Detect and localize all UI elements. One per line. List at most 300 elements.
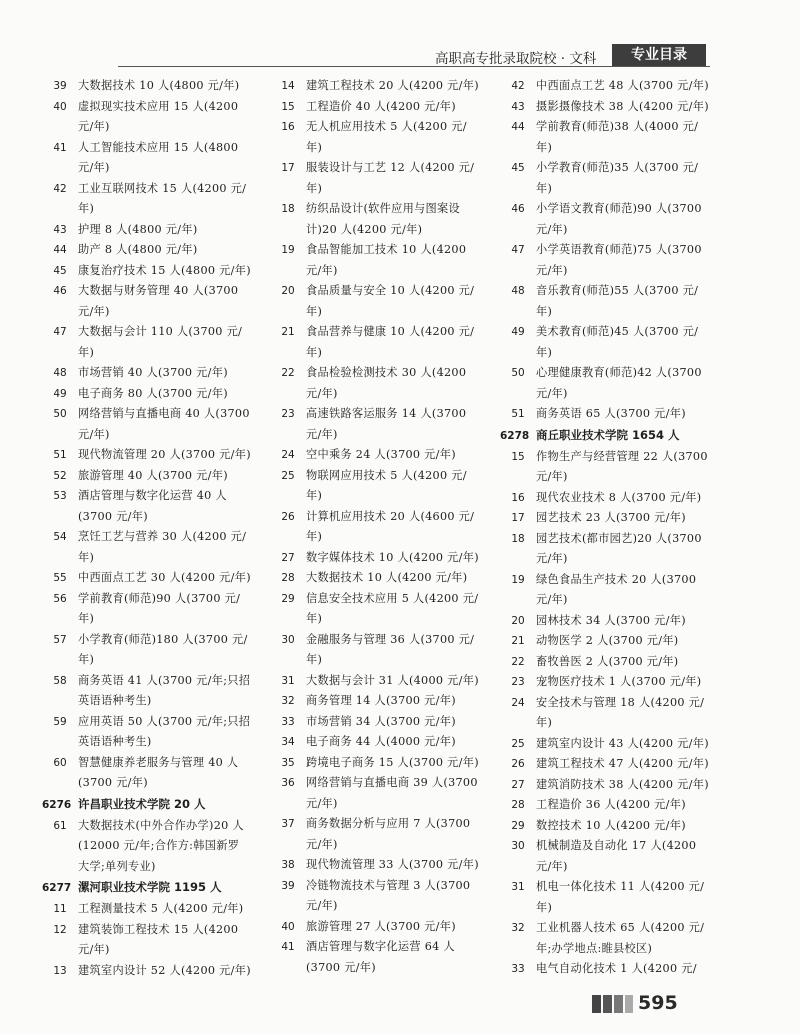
major-text-line: 商务数据分析与应用 7 人(3700 xyxy=(306,817,471,830)
major-text xyxy=(536,363,710,404)
major-text xyxy=(78,76,257,97)
major-text-line: 机电一体化技术 11 人(4200 元/ xyxy=(536,880,705,893)
major-text-line: 元/年) xyxy=(78,161,110,174)
major-text-line: 摄影摄像技术 38 人(4200 元/年) xyxy=(536,99,709,113)
major-text-line: 年) xyxy=(536,900,553,914)
major-text-line: 动物医学 2 人(3700 元/年) xyxy=(536,634,679,647)
major-number: 59 xyxy=(53,715,67,728)
major-entry xyxy=(270,671,485,692)
footer-bar-2 xyxy=(603,995,612,1013)
major-number: 25 xyxy=(511,737,525,750)
major-text-line: (12000 元/年;合作方:韩国新罗 xyxy=(78,839,240,852)
major-text xyxy=(78,589,257,630)
major-entry xyxy=(500,918,710,959)
major-text-line: 宠物医疗技术 1 人(3700 元/年) xyxy=(536,675,702,688)
major-text-line: 护理 8 人(4800 元/年) xyxy=(78,222,198,236)
major-text xyxy=(78,671,257,712)
major-text-line: 大数据技术 10 人(4200 元/年) xyxy=(306,571,468,584)
major-number: 42 xyxy=(511,80,525,92)
major-entry xyxy=(270,97,485,118)
major-entry xyxy=(270,732,485,753)
major-number: 57 xyxy=(53,633,67,646)
major-number: 46 xyxy=(53,285,67,297)
major-entry xyxy=(42,486,257,527)
major-number: 26 xyxy=(511,758,525,770)
major-number: 15 xyxy=(511,450,525,463)
major-number: 20 xyxy=(511,614,525,627)
major-text xyxy=(536,775,710,796)
major-number: 33 xyxy=(511,963,525,975)
major-number: 27 xyxy=(281,551,295,564)
major-text xyxy=(306,917,485,938)
major-number: 45 xyxy=(53,264,67,277)
major-text xyxy=(78,753,257,794)
major-text xyxy=(536,754,710,775)
major-entry xyxy=(270,322,485,363)
major-number: 32 xyxy=(511,922,525,934)
major-text xyxy=(306,712,485,733)
major-text xyxy=(536,795,710,816)
major-text xyxy=(306,76,485,97)
major-entry xyxy=(270,712,485,733)
major-text xyxy=(78,322,257,363)
major-entry xyxy=(500,672,710,693)
major-text-line: 应用英语 50 人(3700 元/年;只招 xyxy=(78,714,251,728)
major-text xyxy=(78,179,257,220)
major-text-line: 元/年) xyxy=(306,837,338,851)
major-number: 38 xyxy=(281,859,295,871)
major-text xyxy=(536,322,710,363)
major-number: 24 xyxy=(511,696,525,709)
major-text xyxy=(306,732,485,753)
major-text xyxy=(306,322,485,363)
major-entry xyxy=(500,795,710,816)
major-number: 51 xyxy=(511,408,525,420)
major-number: 18 xyxy=(511,532,525,545)
major-number: 44 xyxy=(53,244,67,256)
major-number: 18 xyxy=(281,203,295,215)
major-text xyxy=(78,240,257,261)
major-number: 47 xyxy=(53,326,67,338)
major-entry xyxy=(270,404,485,445)
major-text xyxy=(78,527,257,568)
major-entry xyxy=(500,611,710,632)
major-number: 23 xyxy=(281,408,295,420)
major-entry xyxy=(270,855,485,876)
major-text xyxy=(536,76,710,97)
major-entry xyxy=(42,322,257,363)
major-number: 31 xyxy=(281,674,295,687)
major-entry xyxy=(42,384,257,405)
major-text-line: 音乐教育(师范)55 人(3700 元/ xyxy=(536,284,699,297)
major-text-line: 食品质量与安全 10 人(4200 元/ xyxy=(306,284,475,297)
major-entry xyxy=(500,240,710,281)
major-entry xyxy=(500,404,710,425)
major-text-line: 工程造价 36 人(4200 元/年) xyxy=(536,798,686,811)
major-text-line: 小学英语教育(师范)75 人(3700 xyxy=(536,243,702,256)
major-text-line: (3700 元/年) xyxy=(306,960,376,974)
major-text-line: 商务英语 65 人(3700 元/年) xyxy=(536,407,686,420)
major-text xyxy=(78,404,257,445)
major-text xyxy=(306,548,485,569)
major-text xyxy=(306,630,485,671)
major-text-line: 人工智能技术应用 15 人(4800 xyxy=(78,140,239,154)
major-text-line: 小学教育(师范)180 人(3700 元/ xyxy=(78,632,248,646)
major-number: 30 xyxy=(511,840,525,852)
major-number: 56 xyxy=(53,592,67,605)
major-entry xyxy=(270,466,485,507)
major-entry xyxy=(500,488,710,509)
major-number: 19 xyxy=(511,573,525,586)
major-text xyxy=(306,240,485,281)
major-text xyxy=(306,814,485,855)
major-text-line: 旅游管理 27 人(3700 元/年) xyxy=(306,919,456,933)
section-tab: 专业目录 xyxy=(612,44,706,66)
major-text-line: 元/年) xyxy=(78,304,110,318)
major-text-line: 工业机器人技术 65 人(4200 元/ xyxy=(536,921,705,934)
major-entry xyxy=(500,693,710,734)
major-entry xyxy=(270,589,485,630)
major-text-line: (3700 元/年) xyxy=(78,776,148,789)
major-text-line: 元/年) xyxy=(536,593,568,606)
major-text xyxy=(78,486,257,527)
major-entry xyxy=(500,734,710,755)
major-text xyxy=(536,631,710,652)
major-entry xyxy=(42,281,257,322)
major-text xyxy=(306,773,485,814)
major-number: 25 xyxy=(281,469,295,482)
major-number: 48 xyxy=(511,285,525,297)
major-number: 16 xyxy=(281,121,295,133)
page-footer xyxy=(0,992,800,1016)
major-text-line: 年) xyxy=(306,345,323,359)
major-text-line: 助产 8 人(4800 元/年) xyxy=(78,243,198,256)
major-text-line: 园艺技术 23 人(3700 元/年) xyxy=(536,511,686,524)
major-entry xyxy=(270,814,485,855)
major-number: 40 xyxy=(281,920,295,933)
major-text-line: 学前教育(师范)90 人(3700 元/ xyxy=(78,591,241,605)
major-text xyxy=(536,158,710,199)
major-number: 28 xyxy=(281,572,295,584)
major-text-line: 大数据与会计 110 人(3700 元/ xyxy=(78,325,243,338)
major-number: 54 xyxy=(53,531,67,543)
major-text-line: 元/年) xyxy=(78,427,110,441)
major-number: 58 xyxy=(53,674,67,687)
major-text-line: 年) xyxy=(78,653,95,666)
major-number: 20 xyxy=(281,285,295,297)
major-number: 42 xyxy=(53,182,67,195)
major-number: 33 xyxy=(281,715,295,728)
major-text xyxy=(78,816,257,878)
major-text xyxy=(78,568,257,589)
major-entry xyxy=(270,240,485,281)
major-text-line: 现代物流管理 33 人(3700 元/年) xyxy=(306,858,479,871)
major-entry xyxy=(500,631,710,652)
school-name: 漯河职业技术学院 1195 人 xyxy=(78,880,222,894)
major-text-line: 元/年) xyxy=(536,859,568,873)
major-number: 12 xyxy=(53,923,67,936)
major-entry xyxy=(42,240,257,261)
major-text-line: 计)20 人(4200 元/年) xyxy=(306,222,423,236)
major-text-line: 元/年) xyxy=(306,427,338,441)
major-entry xyxy=(270,917,485,938)
major-text-line: 建筑装饰工程技术 15 人(4200 xyxy=(78,922,239,936)
major-entry xyxy=(42,899,257,920)
major-number: 11 xyxy=(53,903,67,915)
major-text-line: 英语语种考生) xyxy=(78,735,152,748)
major-number: 45 xyxy=(511,162,525,174)
header-rule xyxy=(118,66,710,67)
major-text xyxy=(306,404,485,445)
major-text-line: 心理健康教育(师范)42 人(3700 xyxy=(536,366,702,379)
major-number: 27 xyxy=(511,778,525,791)
major-text xyxy=(536,693,710,734)
major-number: 43 xyxy=(53,223,67,236)
major-text-line: 大数据与财务管理 40 人(3700 xyxy=(78,284,239,297)
major-text-line: 市场营销 40 人(3700 元/年) xyxy=(78,366,228,379)
major-text-line: 元/年) xyxy=(536,386,568,400)
major-number: 50 xyxy=(53,408,67,420)
major-text xyxy=(78,712,257,753)
major-text-line: 商务管理 14 人(3700 元/年) xyxy=(306,694,456,707)
major-text-line: 年) xyxy=(306,489,323,502)
major-number: 55 xyxy=(53,572,67,584)
major-text xyxy=(536,734,710,755)
major-text-line: 小学语文教育(师范)90 人(3700 xyxy=(536,202,702,215)
major-number: 43 xyxy=(511,100,525,113)
major-text xyxy=(306,876,485,917)
major-text-line: 园艺技术(都市园艺)20 人(3700 xyxy=(536,531,702,545)
major-text-line: 工程测量技术 5 人(4200 元/年) xyxy=(78,902,244,915)
major-entry xyxy=(500,508,710,529)
major-entry xyxy=(42,76,257,97)
major-entry xyxy=(42,527,257,568)
major-entry xyxy=(500,158,710,199)
major-entry xyxy=(500,97,710,118)
major-text-line: 酒店管理与数字化运营 40 人 xyxy=(78,489,227,502)
major-number: 32 xyxy=(281,695,295,707)
major-number: 61 xyxy=(53,819,67,832)
school-code: 6277 xyxy=(42,882,72,894)
major-text xyxy=(536,508,710,529)
major-text-line: 大数据技术 10 人(4800 元/年) xyxy=(78,79,240,92)
major-entry xyxy=(500,570,710,611)
major-text-line: 旅游管理 40 人(3700 元/年) xyxy=(78,468,228,482)
major-number: 47 xyxy=(511,244,525,256)
major-text-line: (3700 元/年) xyxy=(78,509,148,523)
major-text-line: 计算机应用技术 20 人(4600 元/ xyxy=(306,509,475,523)
major-number: 39 xyxy=(281,879,295,892)
major-entry xyxy=(500,836,710,877)
major-text-line: 机械制造及自动化 17 人(4200 xyxy=(536,839,697,852)
major-number: 13 xyxy=(53,964,67,977)
major-text xyxy=(536,816,710,837)
major-entry xyxy=(42,920,257,961)
major-text xyxy=(306,855,485,876)
major-text-line: 无人机应用技术 5 人(4200 元/ xyxy=(306,120,467,133)
major-text-line: 年) xyxy=(78,612,95,625)
major-text-line: 电子商务 44 人(4000 元/年) xyxy=(306,735,456,748)
major-text-line: 年) xyxy=(306,612,323,625)
major-number: 31 xyxy=(511,881,525,893)
major-text-line: 年) xyxy=(536,140,553,154)
footer-bar-3 xyxy=(614,995,623,1013)
major-text-line: 元/年) xyxy=(78,120,110,133)
major-text xyxy=(306,466,485,507)
major-entry xyxy=(42,404,257,445)
major-text xyxy=(306,363,485,404)
major-entry xyxy=(42,261,257,282)
major-text-line: 元/年) xyxy=(306,796,338,810)
major-text xyxy=(78,281,257,322)
major-entry xyxy=(42,712,257,753)
major-text-line: 年) xyxy=(78,550,95,564)
major-text xyxy=(306,117,485,158)
major-text xyxy=(536,611,710,632)
major-entry xyxy=(270,568,485,589)
major-entry xyxy=(500,281,710,322)
major-entry xyxy=(42,220,257,241)
major-number: 21 xyxy=(281,326,295,338)
major-number: 36 xyxy=(281,777,295,789)
major-entry xyxy=(270,876,485,917)
major-text-line: 数字媒体技术 10 人(4200 元/年) xyxy=(306,550,479,564)
major-entry xyxy=(500,775,710,796)
major-text-line: 年;办学地点:睢县校区) xyxy=(536,941,653,955)
major-text-line: 大学;单列专业) xyxy=(78,859,156,873)
major-text xyxy=(536,199,710,240)
major-text-line: 信息安全技术应用 5 人(4200 元/ xyxy=(306,591,479,605)
major-entry xyxy=(270,630,485,671)
school-code: 6278 xyxy=(500,429,530,442)
major-number: 48 xyxy=(53,367,67,379)
major-text xyxy=(536,672,710,693)
major-number: 51 xyxy=(53,449,67,461)
major-entry xyxy=(270,691,485,712)
major-text xyxy=(78,630,257,671)
major-number: 49 xyxy=(53,387,67,400)
major-number: 60 xyxy=(53,756,67,769)
major-number: 41 xyxy=(281,941,295,953)
major-text-line: 网络营销与直播电商 40 人(3700 xyxy=(78,407,250,420)
major-entry xyxy=(500,199,710,240)
major-text-line: 市场营销 34 人(3700 元/年) xyxy=(306,714,456,728)
major-text-line: 年) xyxy=(306,304,323,318)
major-text-line: 建筑工程技术 20 人(4200 元/年) xyxy=(306,79,479,92)
major-number: 53 xyxy=(53,490,67,502)
page-header xyxy=(0,44,800,68)
major-number: 35 xyxy=(281,756,295,769)
major-text-line: 跨境电子商务 15 人(3700 元/年) xyxy=(306,755,479,769)
major-number: 19 xyxy=(281,244,295,256)
major-text-line: 食品营养与健康 10 人(4200 元/ xyxy=(306,325,475,338)
major-entry xyxy=(42,630,257,671)
major-text-line: 年) xyxy=(536,345,553,359)
major-text-line: 学前教育(师范)38 人(4000 元/ xyxy=(536,120,699,133)
major-text-line: 元/年) xyxy=(306,899,338,912)
major-text-line: 元/年) xyxy=(306,263,338,277)
major-entry xyxy=(500,877,710,918)
major-text-line: 年) xyxy=(78,202,95,215)
major-text xyxy=(536,447,710,488)
major-entry xyxy=(270,548,485,569)
major-text-line: 金融服务与管理 36 人(3700 元/ xyxy=(306,632,475,646)
major-text-line: 元/年) xyxy=(536,552,568,565)
major-number: 29 xyxy=(511,819,525,832)
major-text xyxy=(78,899,257,920)
major-text-line: 大数据技术(中外合作办学)20 人 xyxy=(78,818,244,832)
footer-bar-1 xyxy=(592,995,601,1013)
major-entry xyxy=(500,959,710,980)
school-heading xyxy=(42,794,257,816)
major-text xyxy=(536,918,710,959)
major-entry xyxy=(42,671,257,712)
major-entry xyxy=(42,568,257,589)
major-number: 23 xyxy=(511,676,525,688)
major-text xyxy=(78,220,257,241)
major-text-line: 电气自动化技术 1 人(4200 元/ xyxy=(536,962,697,975)
major-number: 21 xyxy=(511,635,525,647)
major-text xyxy=(306,199,485,240)
major-text-line: 中西面点工艺 48 人(3700 元/年) xyxy=(536,79,709,92)
major-entry xyxy=(270,753,485,774)
major-number: 28 xyxy=(511,799,525,811)
major-text-line: 中西面点工艺 30 人(4200 元/年) xyxy=(78,571,251,584)
major-number: 15 xyxy=(281,100,295,113)
major-text xyxy=(536,529,710,570)
major-text xyxy=(536,652,710,673)
major-number: 46 xyxy=(511,203,525,215)
major-entry xyxy=(42,816,257,878)
major-text xyxy=(306,937,485,978)
major-text-line: 年) xyxy=(306,530,323,543)
major-text-line: 工业互联网技术 15 人(4200 元/ xyxy=(78,181,247,195)
major-text-line: 数控技术 10 人(4200 元/年) xyxy=(536,818,686,832)
major-text xyxy=(306,589,485,630)
major-number: 44 xyxy=(511,121,525,133)
major-text xyxy=(306,568,485,589)
school-heading xyxy=(42,877,257,899)
major-text-line: 年) xyxy=(536,716,553,729)
major-entry xyxy=(270,445,485,466)
major-text-line: 元/年) xyxy=(536,470,568,483)
major-text-line: 作物生产与经营管理 22 人(3700 xyxy=(536,449,708,463)
major-text-line: 园林技术 34 人(3700 元/年) xyxy=(536,613,686,627)
major-number: 30 xyxy=(281,633,295,646)
major-text xyxy=(78,920,257,961)
major-entry xyxy=(270,117,485,158)
major-text xyxy=(78,138,257,179)
major-text-line: 建筑室内设计 43 人(4200 元/年) xyxy=(536,736,709,750)
major-text-line: 现代物流管理 20 人(3700 元/年) xyxy=(78,448,251,461)
major-text xyxy=(78,261,257,282)
major-text-line: 畜牧兽医 2 人(3700 元/年) xyxy=(536,654,679,668)
major-text-line: 工程造价 40 人(4200 元/年) xyxy=(306,99,456,113)
major-text-line: 现代农业技术 8 人(3700 元/年) xyxy=(536,490,702,504)
header-title: 高职高专批录取院校 · 文科 xyxy=(435,51,597,67)
major-text-line: 年) xyxy=(306,181,323,195)
major-text xyxy=(306,753,485,774)
school-heading xyxy=(500,425,710,447)
major-text-line: 英语语种考生) xyxy=(78,694,152,707)
footer-bar-4 xyxy=(625,995,633,1013)
major-number: 29 xyxy=(281,592,295,605)
major-text-line: 酒店管理与数字化运营 64 人 xyxy=(306,940,455,953)
major-text xyxy=(306,507,485,548)
major-entry xyxy=(500,447,710,488)
major-entry xyxy=(270,199,485,240)
major-text xyxy=(536,959,710,980)
